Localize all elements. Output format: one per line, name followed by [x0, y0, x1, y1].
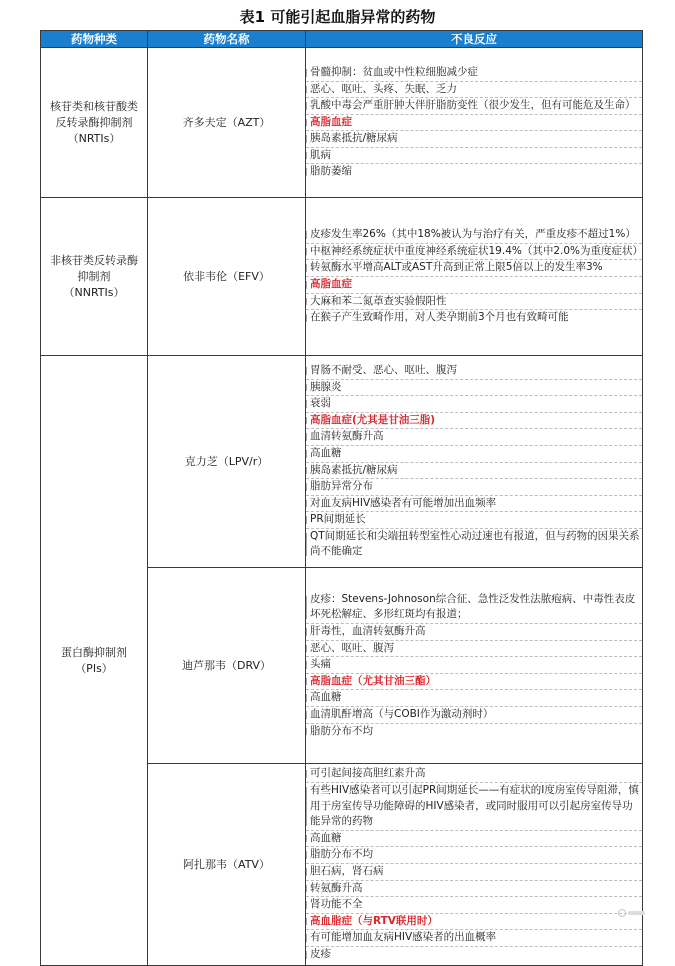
table-body [41, 48, 643, 966]
adverse-effects-cell [306, 356, 643, 568]
effect-item: 衰弱 [306, 396, 642, 413]
effect-item: 转氨酶升高 [306, 881, 642, 898]
header-drug-name: 药物名称 [148, 31, 306, 48]
effect-item: 脂肪分布不均 [306, 847, 642, 864]
table-row [41, 356, 643, 568]
effect-item: 高血糖 [306, 446, 642, 463]
drug-name: 依非韦伦（EFV） [183, 269, 270, 283]
table-row [41, 198, 643, 356]
category-line: （NNRTIs） [63, 285, 125, 299]
drug-name: 克力芝（LPV/r） [184, 454, 269, 468]
effect-item: 胆石病，肾石病 [306, 864, 642, 881]
effect-item: 血清肌酐增高（与COBI作为激动剂时） [306, 707, 642, 724]
drug-name-cell [148, 568, 306, 764]
effect-item: 高血糖 [306, 831, 642, 848]
adverse-effects-cell [306, 568, 643, 764]
table-row [41, 48, 643, 198]
drug-name-cell [148, 198, 306, 356]
effect-item: 有可能增加血友病HIV感染者的出血概率 [306, 930, 642, 947]
effect-item: PR间期延长 [306, 512, 642, 529]
effect-item: 肾功能不全 [306, 897, 642, 914]
header-drug-category: 药物种类 [41, 31, 148, 48]
hyperlipidemia-item: 高脂血症（尤其甘油三酯） [306, 674, 642, 691]
adverse-effects-cell [306, 48, 643, 198]
effect-item: 胃肠不耐受、恶心、呕吐、腹泻 [306, 363, 642, 380]
drug-category-cell [41, 48, 148, 198]
effect-item: 在猴子产生致畸作用，对人类孕期前3个月也有致畸可能 [306, 310, 642, 326]
category-line: 抑制剂 [77, 269, 111, 283]
adverse-effects-cell [306, 198, 643, 356]
effect-item: 有些HIV感染者可以引起PR间期延长——有症状的I度房室传导阻滞，慎用于房室传导功能障碍的HIV感染者，或同时服用可以引起房室传导功能异常的药物 [306, 783, 642, 831]
effect-item: 脂肪萎缩 [306, 164, 642, 180]
effect-item: 胰岛素抵抗/糖尿病 [306, 131, 642, 148]
effect-item: 恶心、呕吐、腹泻 [306, 641, 642, 658]
category-line: 非核苷类反转录酶 [50, 253, 138, 267]
effect-item: QT间期延长和尖端扭转型室性心动过速也有报道，但与药物的因果关系尚不能确定 [306, 529, 642, 560]
drug-name-cell [148, 48, 306, 198]
drug-category-cell [41, 198, 148, 356]
watermark-icon [617, 907, 647, 919]
effect-item: 血清转氨酶升高 [306, 429, 642, 446]
effect-item: 肝毒性，血清转氨酶升高 [306, 624, 642, 641]
effect-item: 大麻和苯二氮䓬查实验假阳性 [306, 294, 642, 311]
drug-name-cell [148, 356, 306, 568]
effect-item: 对血友病HIV感染者有可能增加出血频率 [306, 496, 642, 513]
effect-item: 脂肪异常分布 [306, 479, 642, 496]
table-header-row [41, 31, 643, 48]
category-line: 反转录酶抑制剂 [55, 115, 133, 129]
effect-item: 胰腺炎 [306, 380, 642, 397]
drug-name: 齐多夫定（AZT） [182, 115, 271, 129]
table-title: 表1 可能引起血脂异常的药物 [239, 8, 436, 26]
effect-item: 头痛 [306, 657, 642, 674]
hyperlipidemia-item: 高脂血症 [306, 277, 642, 294]
drug-name: 迪芦那韦（DRV） [181, 658, 272, 672]
drug-name: 阿扎那韦（ATV） [183, 857, 270, 871]
effect-item: 骨髓抑制：贫血或中性粒细胞减少症 [306, 65, 642, 82]
effect-item: 肌病 [306, 148, 642, 165]
effect-item: 皮疹发生率26%（其中18%被认为与治疗有关，严重皮疹不超过1%） [306, 227, 642, 244]
drug-category-cell [41, 356, 148, 966]
adverse-effects-cell [306, 764, 643, 966]
effect-item: 高血糖 [306, 690, 642, 707]
effect-item: 脂肪分布不均 [306, 724, 642, 740]
effect-item: 皮疹：Stevens-Johnoson综合征、急性泛发性法脓疱病、中毒性表皮坏死松解症、多形红斑均有报道； [306, 592, 642, 624]
effect-item: 可引起间接高胆红素升高 [306, 766, 642, 783]
effect-item: 乳酸中毒会严重肝肿大伴肝脂肪变性（很少发生，但有可能危及生命） [306, 98, 642, 115]
hyperlipidemia-item: 高脂血症 [306, 115, 642, 132]
adverse-reaction-table [40, 30, 643, 966]
category-line: （PIs） [75, 661, 113, 675]
category-line: 蛋白酶抑制剂 [61, 645, 127, 659]
effect-item: 皮疹 [306, 947, 642, 963]
drug-name-cell [148, 764, 306, 966]
category-line: （NRTIs） [67, 131, 121, 145]
category-line: 核苷类和核苷酸类 [50, 99, 138, 113]
effect-item: 恶心、呕吐、头疼、失眠、乏力 [306, 82, 642, 99]
effect-item: 中枢神经系统症状中重度神经系统症状19.4%（其中2.0%为重度症状） [306, 244, 642, 261]
effect-item: 胰岛素抵抗/糖尿病 [306, 463, 642, 480]
effect-item: 转氨酶水平增高ALT或AST升高到正常上限5倍以上的发生率3% [306, 260, 642, 277]
hyperlipidemia-item: 高血脂症（与RTV联用时） [306, 914, 642, 931]
header-adverse-reaction: 不良反应 [306, 31, 643, 48]
hyperlipidemia-item: 高脂血症(尤其是甘油三脂) [306, 413, 642, 430]
